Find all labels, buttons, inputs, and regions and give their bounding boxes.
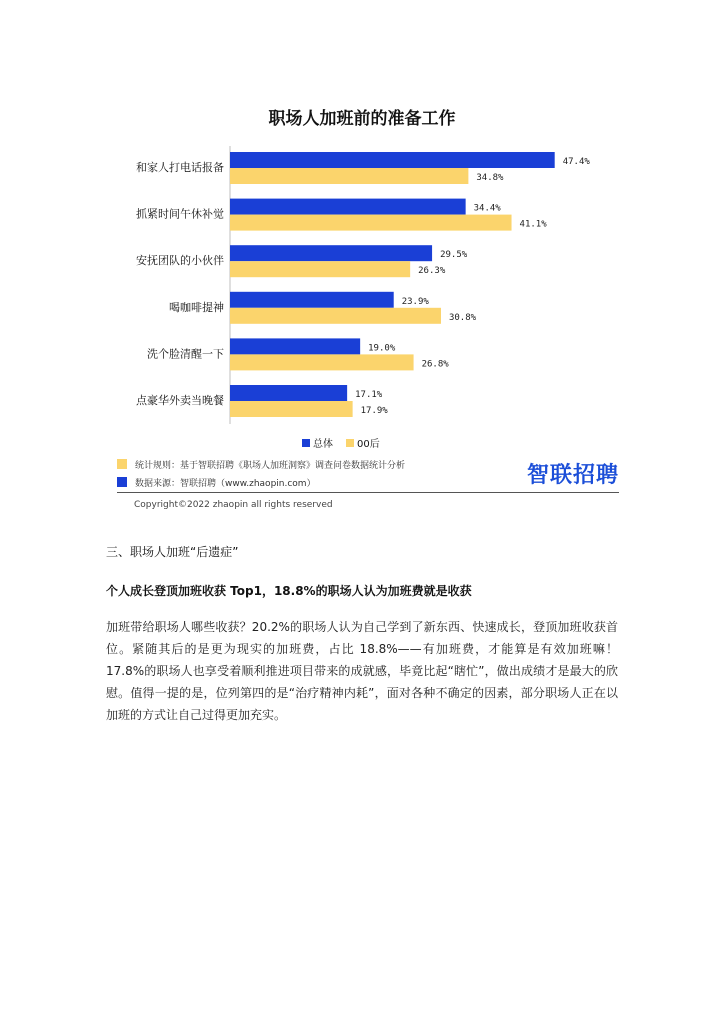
data-label: 47.4% bbox=[562, 157, 590, 167]
note-rule-swatch bbox=[117, 459, 127, 469]
data-label: 19.0% bbox=[368, 343, 396, 354]
body-paragraph: 加班带给职场人哪些收获？20.2%的职场人认为自己学到了新东西、快速成长，登顶加班收获首位。紧随其后的是更为现实的加班费，占比 18.8%——有加班费，才能算是有效加班嘛！17.8%的职场人也享受着顺利推进项目带来的成就感，毕竟比起“瞎忙”，做出成绩才是最大的欣慰。值得一提的是，位列第四的是“治疗精神内耗”，面对各种不确定的因素，部分职场人正在以加班的方式让自己过得更加充实。 bbox=[106, 620, 618, 722]
note-source-swatch bbox=[117, 477, 127, 487]
data-label: 34.8% bbox=[476, 173, 504, 183]
category-label: 和家人打电话报备 bbox=[136, 161, 224, 174]
data-label: 41.1% bbox=[519, 219, 547, 230]
bar bbox=[230, 401, 353, 417]
category-label: 抓紧时间午休补觉 bbox=[136, 207, 224, 221]
bar bbox=[230, 338, 360, 354]
bar bbox=[230, 261, 410, 277]
bar bbox=[230, 215, 512, 231]
chart-title: 职场人加班前的准备工作 bbox=[268, 109, 456, 129]
divider bbox=[117, 492, 619, 493]
bar bbox=[230, 199, 466, 215]
sub-heading: 个人成长登顶加班收获 Top1，18.8%的职场人认为加班费就是收获 bbox=[106, 584, 472, 598]
data-label: 26.8% bbox=[421, 359, 449, 370]
data-label: 30.8% bbox=[448, 312, 477, 323]
legend-label: 总体 bbox=[313, 439, 333, 450]
bar bbox=[230, 308, 441, 324]
note-source-text: 数据来源：智联招聘（www.zhaopin.com） bbox=[135, 479, 316, 489]
bar bbox=[230, 168, 468, 184]
legend-label: 00后 bbox=[357, 439, 380, 450]
bar bbox=[230, 354, 414, 370]
bar bbox=[230, 292, 394, 308]
section-heading: 三、职场人加班“后遗症” bbox=[106, 545, 239, 559]
data-label: 29.5% bbox=[440, 250, 468, 261]
bar bbox=[230, 245, 432, 261]
copyright: Copyright©2022 zhaopin all rights reserved bbox=[134, 500, 333, 510]
bar bbox=[230, 152, 555, 168]
category-label: 洗个脸清醒一下 bbox=[147, 347, 224, 361]
category-label: 喝咖啡提神 bbox=[169, 300, 224, 314]
data-label: 34.4% bbox=[473, 203, 501, 214]
data-label: 17.9% bbox=[360, 406, 388, 416]
category-label: 安抚团队的小伙伴 bbox=[136, 254, 224, 268]
data-label: 26.3% bbox=[418, 266, 446, 277]
legend-swatch bbox=[346, 439, 354, 447]
bar-chart bbox=[0, 0, 724, 460]
data-label: 17.1% bbox=[355, 390, 383, 400]
zhaopin-logo: 智联招聘 bbox=[527, 463, 620, 488]
legend-swatch bbox=[302, 439, 310, 447]
bar bbox=[230, 385, 347, 401]
data-label: 23.9% bbox=[401, 296, 429, 307]
category-label: 点豪华外卖当晚餐 bbox=[136, 394, 224, 407]
note-rule-text: 统计规则：基于智联招聘《职场人加班洞察》调查问卷数据统计分析 bbox=[135, 461, 406, 471]
